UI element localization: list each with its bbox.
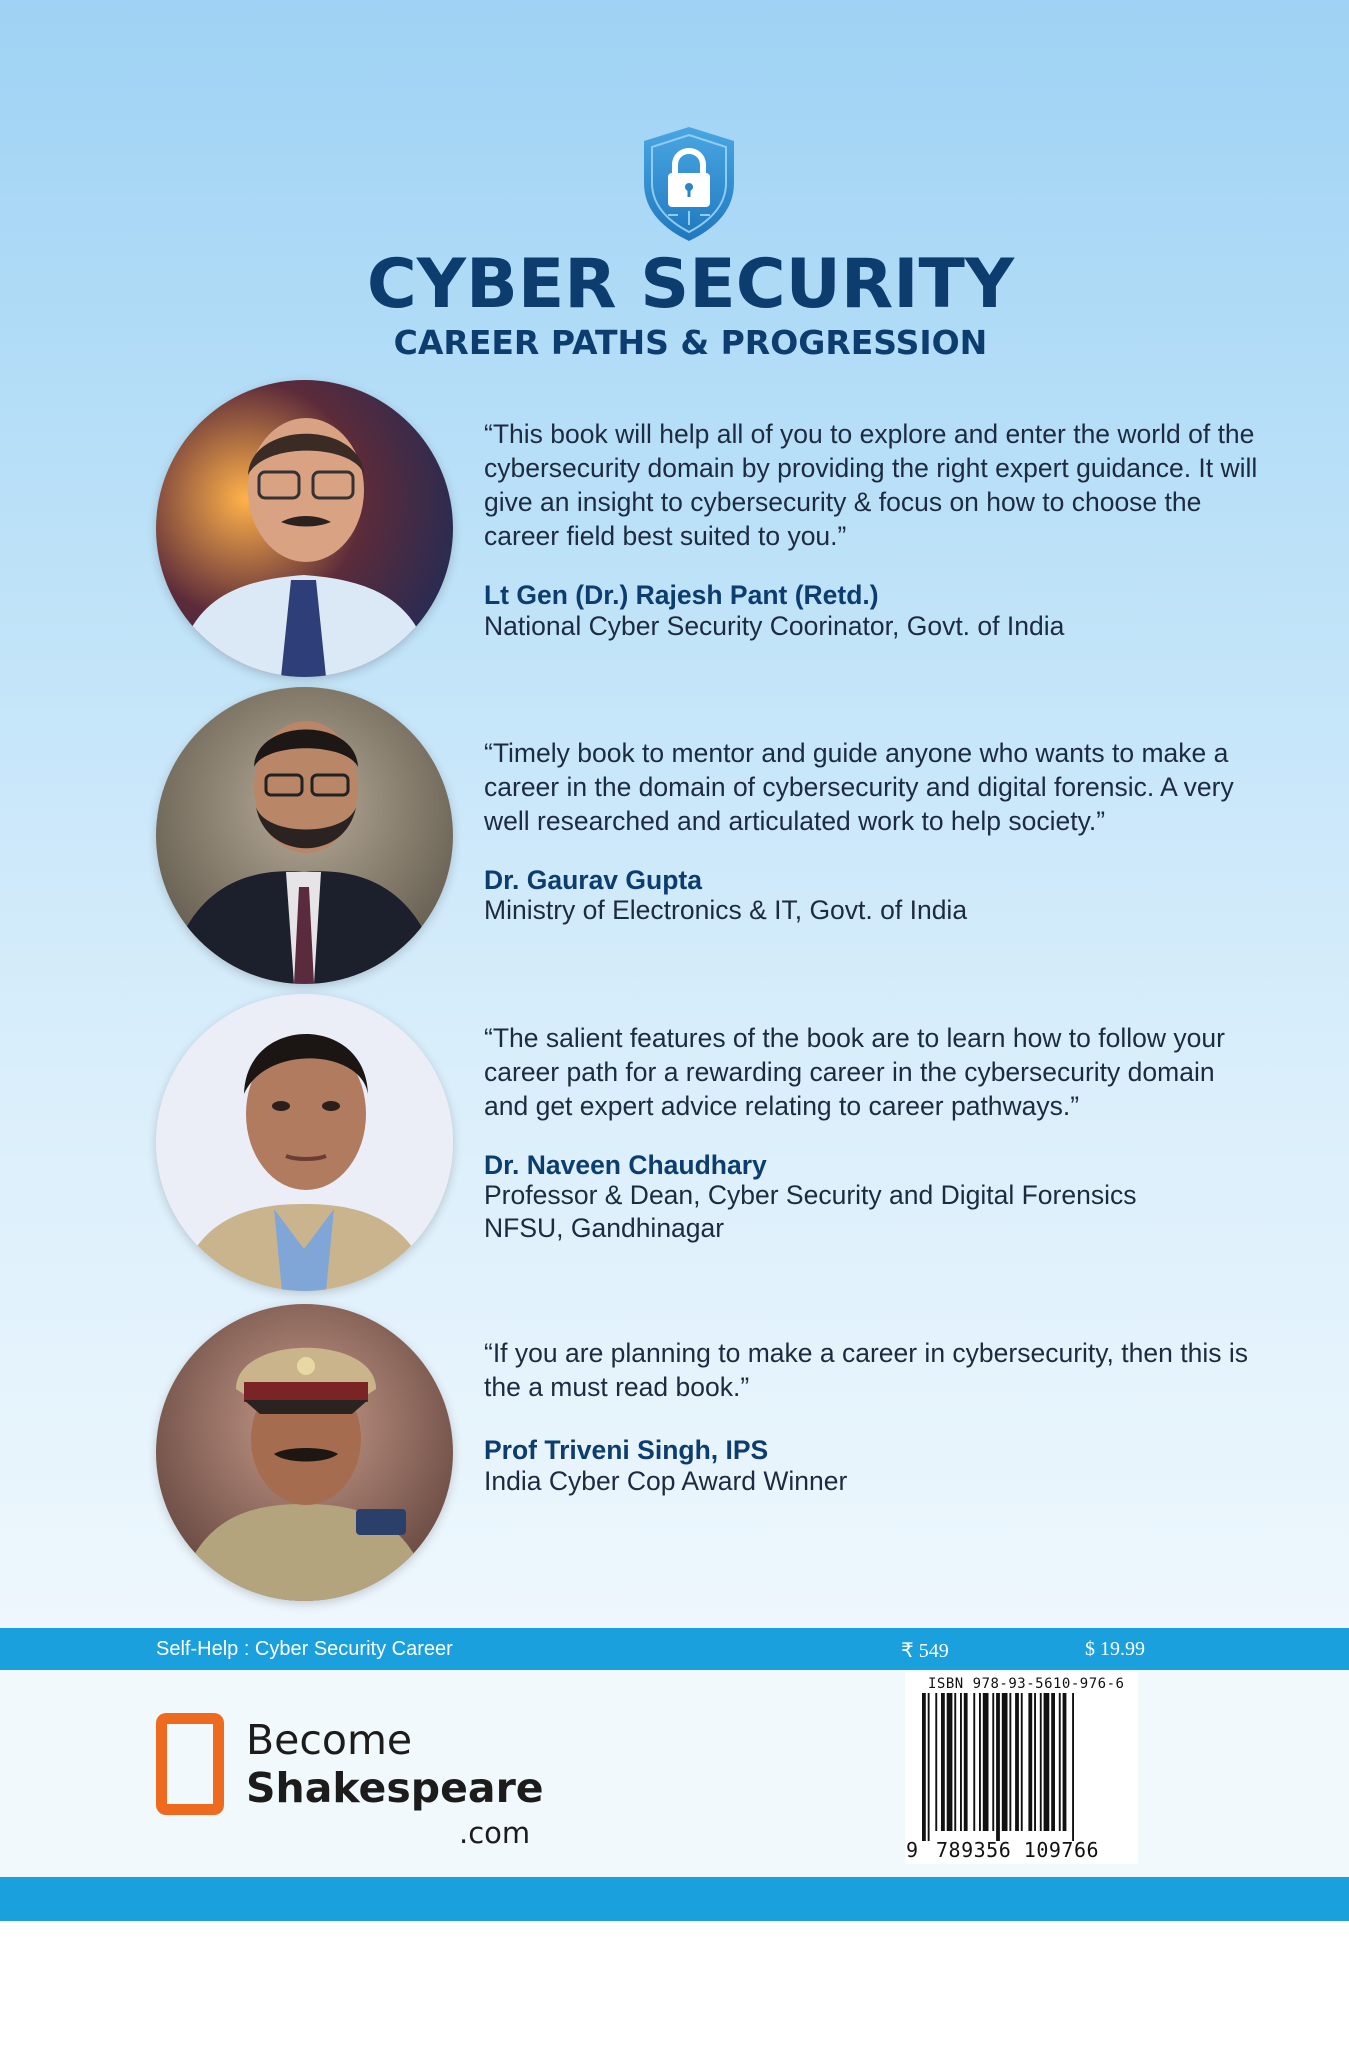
endorsement-4 bbox=[0, 1304, 1349, 1604]
endorsement-quote-4: “If you are planning to make a career in cybersecurity, then this is the a must read book.” bbox=[484, 1338, 1248, 1402]
endorser-role-2: Ministry of Electronics & IT, Govt. of India bbox=[484, 895, 968, 925]
publisher-logo-icon bbox=[156, 1713, 224, 1815]
endorsement-1 bbox=[0, 380, 1349, 680]
barcode-lead-digit: 9 bbox=[906, 1838, 919, 1862]
publisher-logo-com: .com bbox=[459, 1816, 531, 1850]
book-title: CYBER SECURITY bbox=[366, 245, 1015, 324]
book-subtitle: CAREER PATHS & PROGRESSION bbox=[393, 323, 988, 362]
endorser-photo-1 bbox=[156, 380, 453, 677]
endorsement-quote-3: “The salient features of the book are to learn how to follow your career path for a rewarding career in the cybersecurity domain and get expert advice relating to career pathways.” bbox=[484, 1023, 1225, 1121]
endorser-name-4: Prof Triveni Singh, IPS bbox=[484, 1435, 769, 1465]
endorser-role-3a: Professor & Dean, Cyber Security and Digital Forensics bbox=[484, 1180, 1137, 1210]
endorser-photo-3 bbox=[156, 994, 453, 1291]
endorsement-3 bbox=[0, 994, 1349, 1294]
barcode-icon bbox=[920, 1693, 1134, 1841]
price-usd: $ 19.99 bbox=[1085, 1638, 1145, 1660]
bottom-accent-bar bbox=[0, 1877, 1349, 1921]
shield-lock-icon bbox=[640, 125, 738, 243]
endorser-name-2: Dr. Gaurav Gupta bbox=[484, 865, 702, 895]
endorser-role-1: National Cyber Security Coorinator, Govt. of India bbox=[484, 611, 1065, 641]
endorsement-quote-1: “This book will help all of you to explore and enter the world of the cybersecurity domain by providing the right expert guidance. It will give an insight to cybersecurity & focus on how to choose the career field best suited to you.” bbox=[484, 419, 1258, 551]
barcode-digits: 789356 109766 bbox=[936, 1838, 1100, 1862]
endorser-photo-2 bbox=[156, 687, 453, 984]
publisher-logo-shakespeare: Shakespeare bbox=[246, 1764, 544, 1812]
isbn-label: ISBN 978-93-5610-976-6 bbox=[928, 1676, 1125, 1692]
info-bar bbox=[0, 1628, 1349, 1670]
endorsement-quote-2: “Timely book to mentor and guide anyone who wants to make a career in the domain of cybersecurity and digital forensic. A very well researched and articulated work to help society.” bbox=[484, 738, 1234, 836]
endorser-photo-4 bbox=[156, 1304, 453, 1601]
endorser-role-3b: NFSU, Gandhinagar bbox=[484, 1213, 725, 1243]
endorser-role-4: India Cyber Cop Award Winner bbox=[484, 1466, 848, 1496]
endorsement-2 bbox=[0, 687, 1349, 987]
publisher-logo-become: Become bbox=[246, 1716, 413, 1764]
endorser-name-1: Lt Gen (Dr.) Rajesh Pant (Retd.) bbox=[484, 580, 879, 610]
endorser-name-3: Dr. Naveen Chaudhary bbox=[484, 1150, 767, 1180]
price-inr: ₹ 549 bbox=[901, 1640, 949, 1662]
category-label: Self-Help : Cyber Security Career bbox=[156, 1638, 453, 1660]
